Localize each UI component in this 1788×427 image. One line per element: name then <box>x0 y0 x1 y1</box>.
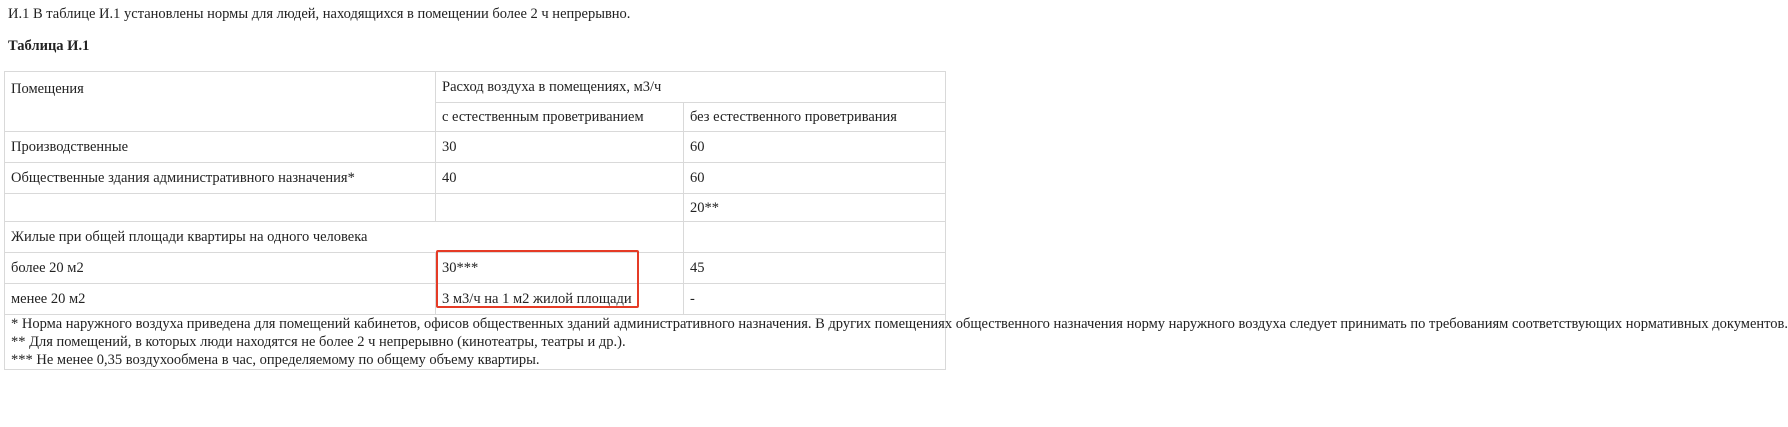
row-label: Производственные <box>5 132 436 163</box>
row-no-natural-value: 60 <box>684 163 946 194</box>
row-natural-value: 30*** <box>436 253 684 284</box>
table-row <box>5 194 946 222</box>
table-title: Таблица И.1 <box>8 38 90 54</box>
table-row <box>5 253 946 284</box>
table-row <box>5 222 946 253</box>
row-label <box>5 194 436 222</box>
row-natural-value <box>436 194 684 222</box>
table-row <box>5 284 946 315</box>
table-row <box>5 132 946 163</box>
header-no-natural-ventilation: без естественного проветривания <box>684 103 946 132</box>
row-label: более 20 м2 <box>5 253 436 284</box>
row-natural-value: 3 м3/ч на 1 м2 жилой площади <box>436 284 684 315</box>
header-rooms: Помещения <box>5 72 436 132</box>
air-norms-table <box>4 71 1788 370</box>
table-row <box>5 163 946 194</box>
row-label: Общественные здания административного назначения* <box>5 163 436 194</box>
row-label: Жилые при общей площади квартиры на одного человека <box>5 222 684 253</box>
header-natural-ventilation: с естественным проветриванием <box>436 103 684 132</box>
footnote-1: * Норма наружного воздуха приведена для помещений кабинетов, офисов общественных зданий административного назначения. В других помещениях общественного назначения норму наружного воздуха следует принимать по требованиям соответствующих нормативных документов. <box>11 316 1788 332</box>
row-no-natural-value: 60 <box>684 132 946 163</box>
footnote-2: ** Для помещений, в которых люди находятся не более 2 ч непрерывно (кинотеатры, театры и др.). <box>11 334 626 350</box>
row-no-natural-value: 45 <box>684 253 946 284</box>
row-natural-value: 40 <box>436 163 684 194</box>
row-no-natural-value: - <box>684 284 946 315</box>
row-no-natural-value <box>684 222 946 253</box>
row-no-natural-value: 20** <box>684 194 946 222</box>
header-airflow: Расход воздуха в помещениях, м3/ч <box>436 72 946 103</box>
footnote-3: *** Не менее 0,35 воздухообмена в час, определяемому по общему объему квартиры. <box>11 352 540 368</box>
row-label: менее 20 м2 <box>5 284 436 315</box>
footnotes-cell <box>5 315 1788 370</box>
intro-paragraph: И.1 В таблице И.1 установлены нормы для людей, находящихся в помещении более 2 ч непрерывно. <box>8 6 631 22</box>
row-natural-value: 30 <box>436 132 684 163</box>
